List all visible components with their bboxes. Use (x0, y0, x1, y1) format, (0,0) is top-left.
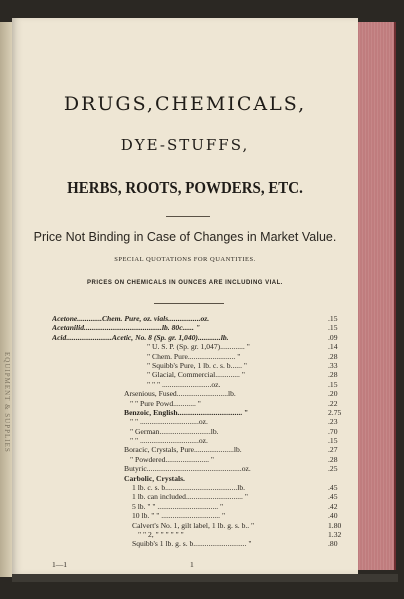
item-description: " Glacial, Commercial............. " (147, 370, 245, 380)
item-description: 5 lb. " " ................................ " (132, 501, 224, 511)
list-item (52, 370, 352, 379)
list-item (52, 352, 352, 361)
list-item (52, 380, 352, 389)
list-item (52, 333, 352, 342)
list-item (52, 389, 352, 398)
item-description: Acetone.............Chem. Pure, oz. vials.................oz. (52, 314, 210, 323)
list-item (52, 399, 352, 408)
item-price: .14 (328, 342, 338, 352)
list-item (52, 408, 352, 417)
item-description: " Powdered....................... " (130, 454, 215, 464)
item-price: .70 (328, 426, 338, 436)
divider-rule (166, 216, 210, 217)
item-price: .45 (328, 483, 338, 493)
item-description: " German...........................lb. (130, 426, 219, 436)
item-price: .80 (328, 539, 338, 549)
list-item (52, 436, 352, 445)
item-description: " " " ..........................oz. (147, 379, 221, 389)
item-description: Boracic, Crystals, Pure.....................lb. (124, 445, 242, 455)
list-item (52, 464, 352, 473)
price-list (52, 314, 352, 549)
list-item (52, 323, 352, 332)
page-number: 1 (190, 560, 194, 569)
list-item (52, 502, 352, 511)
list-item (52, 511, 352, 520)
page-edges (358, 22, 396, 570)
cover-bottom (12, 574, 398, 582)
list-item (52, 445, 352, 454)
footer-signature: 1—1 (52, 560, 67, 569)
item-price: .28 (328, 370, 338, 380)
item-description: " Squibb's Pure, 1 lb. c. s. b...... " (147, 360, 247, 370)
item-description: Arsenious, Fused...........................lb. (124, 389, 236, 399)
list-item (52, 474, 352, 483)
list-item (52, 539, 352, 548)
item-price: .28 (328, 351, 338, 361)
list-item (52, 530, 352, 539)
list-item (52, 314, 352, 323)
item-description: Acetanilid.........................................lb. 80c...... " (52, 323, 201, 333)
item-description: " " ...............................oz. (130, 436, 208, 446)
list-item (52, 483, 352, 492)
item-price: .42 (328, 501, 338, 511)
item-description: " U. S. P. (Sp. gr. 1,047)............. " (147, 342, 250, 352)
item-description: " " 2, " " " " " " (138, 529, 184, 539)
prices-note: PRICES ON CHEMICALS IN OUNCES ARE INCLUDING VIAL. (87, 280, 283, 286)
list-item (52, 427, 352, 436)
item-price: 2.75 (328, 407, 342, 417)
item-description: 1 lb. c. s. b......................................lb. (132, 483, 246, 493)
catalog-page (12, 18, 358, 574)
list-item (52, 492, 352, 501)
item-description: Butyric..................................................oz. (124, 464, 251, 474)
item-description: Acid........................Acetic, No. 8 (Sp. gr. 1,040)............lb. (52, 332, 229, 342)
item-description: 1 lb. can included.............................. " (132, 492, 248, 502)
list-item (52, 342, 352, 351)
item-description: Benzoic, English.................................. " (124, 407, 249, 417)
item-price: .23 (328, 417, 338, 427)
item-price: .15 (328, 379, 338, 389)
item-price: .25 (328, 464, 338, 474)
item-price: .40 (328, 511, 338, 521)
item-description: " " ...............................oz. (130, 417, 208, 427)
title-herbs-roots: HERBS, ROOTS, POWDERS, ETC. (67, 178, 303, 197)
item-price: .45 (328, 492, 338, 502)
item-price: 1.32 (328, 529, 342, 539)
item-description: " Chem. Pure......................... " (147, 351, 241, 361)
price-notice: Price Not Binding in Case of Changes in Market Value. (33, 230, 337, 244)
item-price: .15 (328, 323, 338, 333)
special-quotations: SPECIAL QUOTATIONS FOR QUANTITIES. (114, 256, 256, 263)
item-price: .28 (328, 454, 338, 464)
item-price: .27 (328, 445, 338, 455)
list-item (52, 455, 352, 464)
list-item (52, 417, 352, 426)
item-price: .20 (328, 389, 338, 399)
list-item (52, 361, 352, 370)
item-price: .15 (328, 314, 338, 323)
item-price: 1.80 (328, 520, 342, 530)
item-description: Carbolic, Crystals. (124, 473, 185, 483)
spine-text: EQUIPMENT & SUPPLIES (3, 352, 11, 453)
title-drugs-chemicals: DRUGS,CHEMICALS, (63, 93, 307, 115)
item-price: .22 (328, 398, 338, 408)
title-dye-stuffs: DYE-STUFFS, (120, 136, 250, 154)
list-item (52, 521, 352, 530)
item-description: 10 lb. " " ............................... " (132, 511, 226, 521)
item-price: .15 (328, 436, 338, 446)
divider-rule-2 (154, 303, 224, 304)
item-price: .33 (328, 360, 338, 370)
item-description: " " Pure Powd............ " (130, 398, 201, 408)
item-description: Squibb's 1 lb. g. s. b............................ " (132, 539, 252, 549)
item-price: .09 (328, 332, 338, 342)
item-description: Calvert's No. 1, gilt label, 1 lb. g. s. b.. " (132, 520, 255, 530)
